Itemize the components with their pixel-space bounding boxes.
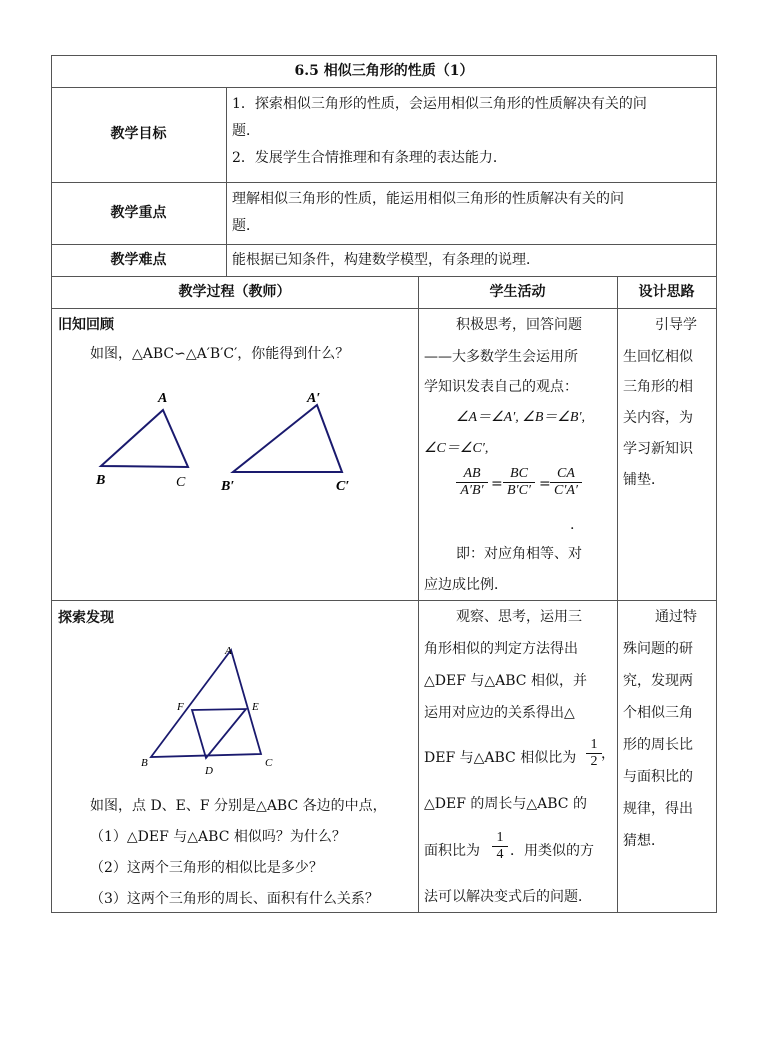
table-rule (51, 182, 717, 183)
goals-line: 题． (232, 123, 260, 139)
explore-heading: 探索发现 (58, 610, 114, 626)
fraction-num: CA (550, 466, 582, 483)
label-C-prime: C′ (336, 479, 350, 494)
explore-design-line: 形的周长比 (623, 737, 693, 753)
fraction-quarter (492, 830, 508, 863)
goals-line: 2．发展学生合情推理和有条理的表达能力． (232, 150, 507, 166)
difficulty-text: 能根据已知条件，构建数学模型，有条理的说理． (232, 252, 540, 268)
equals-sign: = (491, 476, 503, 492)
table-col-divider (226, 87, 227, 277)
review-activity-line: 积极思考，回答问题 (456, 317, 582, 333)
explore-activity-line: 观察、思考，运用三 (456, 609, 582, 625)
explore-activity-line: 运用对应边的关系得出△ (424, 705, 575, 721)
fraction-den: B′C′ (506, 483, 531, 498)
table-border-left (51, 55, 52, 913)
fraction-ab (456, 466, 488, 499)
key-text (232, 186, 712, 240)
key-line: 理解相似三角形的性质，能运用相似三角形的性质解决有关的问 (232, 191, 624, 207)
fraction-bc (503, 466, 535, 499)
label-A: A (225, 645, 232, 657)
triangle-abc-figure (90, 380, 200, 490)
explore-activity-line: △DEF 与△ABC 相似，并 (424, 673, 587, 689)
table-rule (51, 87, 717, 88)
label-A-prime: A′ (307, 391, 321, 406)
explore-activity-line: 角形相似的判定方法得出 (424, 641, 578, 657)
goals-text (232, 91, 712, 172)
explore-design-line: 规律，得出 (623, 801, 693, 817)
review-heading: 旧知回顾 (58, 317, 114, 333)
explore-question-3: （3）这两个三角形的周长、面积有什么关系？ (90, 891, 379, 907)
equals-sign: = (539, 476, 551, 492)
explore-design-line: 殊问题的研 (623, 641, 693, 657)
review-activity-line: ∠A＝∠A′, ∠B＝∠B′, (456, 410, 586, 425)
label-B: B (141, 757, 148, 769)
review-activity-line: ——大多数学生会运用所 (424, 349, 578, 365)
table-border-top (51, 55, 717, 56)
page-title: 6.5 相似三角形的性质（1） (294, 63, 474, 79)
review-activity-line: ∠C＝∠C′, (424, 441, 489, 456)
fraction-num: AB (456, 466, 488, 483)
review-activity-line: 学知识发表自己的观点： (424, 379, 578, 395)
explore-design-line: 通过特 (655, 609, 697, 625)
fraction-num: 1 (492, 830, 508, 847)
goals-line: 1．探索相似三角形的性质，会运用相似三角形的性质解决有关的问 (232, 96, 647, 112)
review-design-line: 引导学 (655, 317, 697, 333)
row-label-key: 教学重点 (110, 205, 167, 221)
fraction-den: A′B′ (460, 483, 484, 498)
explore-design-line: 猜想． (623, 833, 665, 849)
explore-activity-line: 法可以解决变式后的问题． (424, 889, 592, 905)
explore-question-1: （1）△DEF 与△ABC 相似吗？为什么？ (90, 829, 346, 845)
label-C: C (176, 475, 186, 490)
table-col-divider (418, 276, 419, 913)
table-border-right (716, 55, 717, 913)
review-design-line: 学习新知识 (623, 441, 693, 457)
label-C: C (265, 757, 273, 769)
explore-activity-line: ．用类似的方 (510, 843, 594, 859)
review-question: 如图，△ABC∽△A′B′C′，你能得到什么？ (90, 346, 350, 362)
period-dot: . (570, 517, 575, 533)
key-line: 题． (232, 218, 260, 234)
explore-intro: 如图，点 D、E、F 分别是△ABC 各边的中点， (90, 798, 387, 814)
fraction-den: C′A′ (553, 483, 578, 498)
review-design-line: 三角形的相 (623, 379, 693, 395)
comma: ， (601, 746, 615, 762)
row-label-goals: 教学目标 (110, 126, 167, 142)
header-process: 教学过程（教师） (178, 284, 291, 300)
fraction-ca (550, 466, 582, 499)
explore-design-line: 个相似三角 (623, 705, 693, 721)
explore-design-line: 与面积比的 (623, 769, 693, 785)
fraction-num: BC (503, 466, 535, 483)
fraction-den: 4 (496, 847, 504, 862)
explore-design-line: 究，发现两 (623, 673, 693, 689)
label-E: E (252, 701, 259, 713)
review-activity-line: 即：对应角相等、对 (456, 546, 582, 562)
fraction-num: 1 (586, 737, 602, 754)
fraction-den: 2 (590, 754, 598, 769)
label-B: B (96, 473, 106, 488)
explore-activity-line: DEF 与△ABC 相似比为 (424, 750, 577, 766)
row-label-difficulty: 教学难点 (110, 252, 167, 268)
label-F: F (177, 701, 184, 713)
review-design-line: 生回忆相似 (623, 349, 693, 365)
explore-activity-line: △DEF 的周长与△ABC 的 (424, 796, 587, 812)
explore-activity-line: 面积比为 (424, 843, 480, 859)
fraction-half (586, 737, 602, 770)
table-col-divider (617, 276, 618, 913)
header-design: 设计思路 (638, 284, 695, 300)
review-design-line: 关内容，为 (623, 410, 693, 426)
label-B-prime: B′ (221, 479, 235, 494)
label-A: A (158, 391, 168, 406)
table-rule (51, 244, 717, 245)
explore-question-2: （2）这两个三角形的相似比是多少？ (90, 860, 323, 876)
label-D: D (205, 765, 213, 777)
review-design-line: 铺垫． (623, 472, 665, 488)
header-activity: 学生活动 (489, 284, 546, 300)
midpoint-triangle-figure (135, 640, 285, 780)
review-activity-line: 应边成比例． (424, 577, 508, 593)
triangle-a1b1c1-figure (218, 380, 368, 495)
